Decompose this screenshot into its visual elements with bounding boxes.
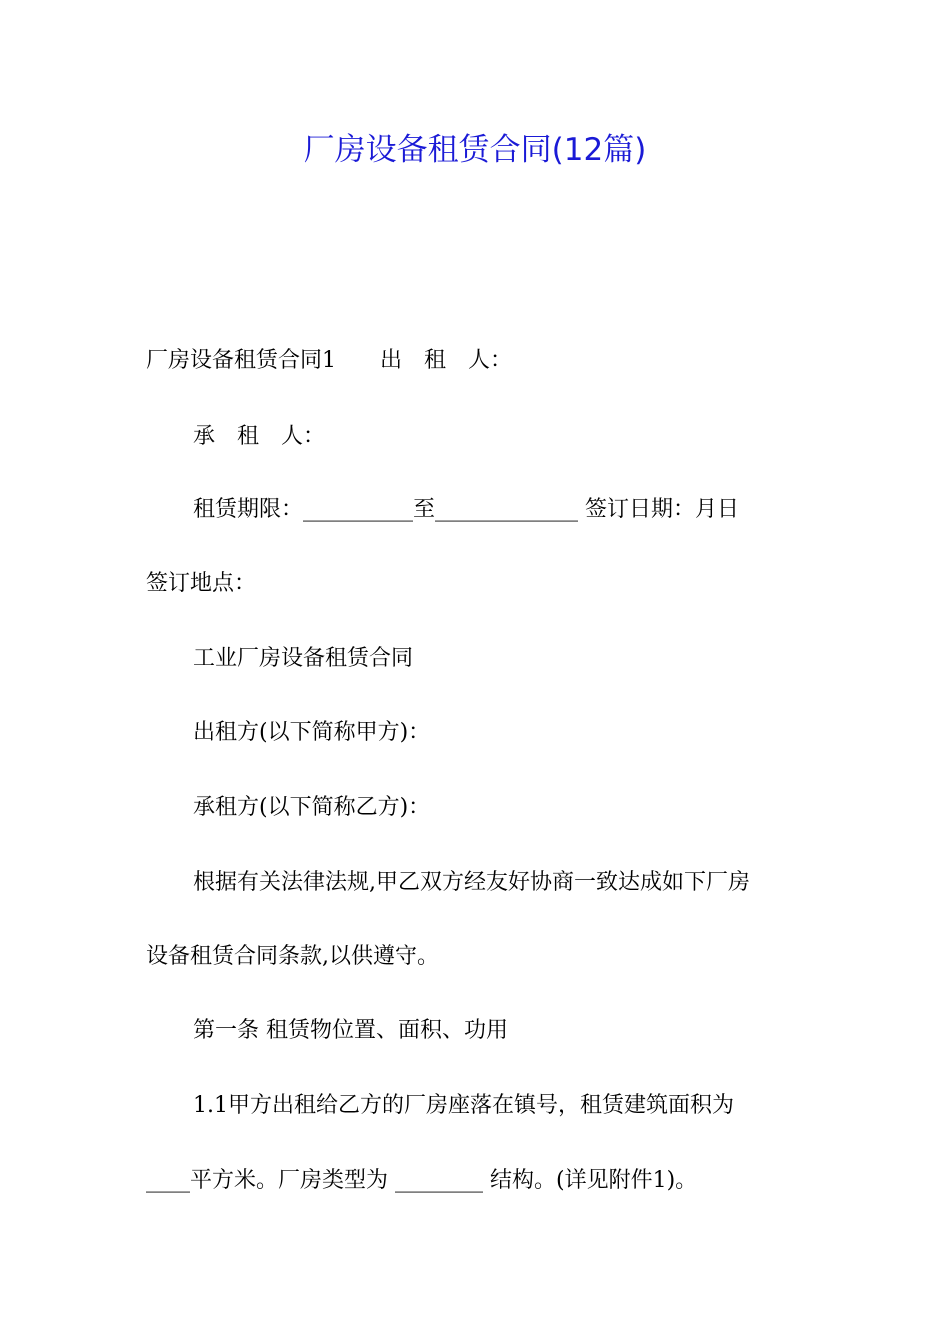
- signing-place-line: 签订地点：: [146, 571, 257, 596]
- clause-1-1-line-1: 1.1甲方出租给乙方的厂房座落在镇号，租赁建筑面积为: [193, 1093, 734, 1118]
- lease-term-line: 租赁期限：__________至_____________ 签订日期：月日: [193, 497, 739, 522]
- preamble-line-2: 设备租赁合同条款,以供遵守。: [146, 944, 439, 969]
- article-1-heading: 第一条 租赁物位置、面积、功用: [193, 1018, 508, 1043]
- document-title: 厂房设备租赁合同(12篇): [303, 132, 647, 168]
- contract-subtitle: 工业厂房设备租赁合同: [193, 646, 414, 671]
- party-b-line: 承租方(以下简称乙方)：: [193, 795, 431, 820]
- preamble-line-1: 根据有关法律法规,甲乙双方经友好协商一致达成如下厂房: [193, 870, 750, 895]
- lessee-line: 承 租 人：: [193, 424, 326, 449]
- clause-1-1-line-2: ____平方米。厂房类型为 ________ 结构。(详见附件1)。: [146, 1168, 698, 1193]
- party-a-line: 出租方(以下简称甲方)：: [193, 720, 431, 745]
- contract-heading-lessor: 厂房设备租赁合同1 出 租 人：: [146, 348, 512, 373]
